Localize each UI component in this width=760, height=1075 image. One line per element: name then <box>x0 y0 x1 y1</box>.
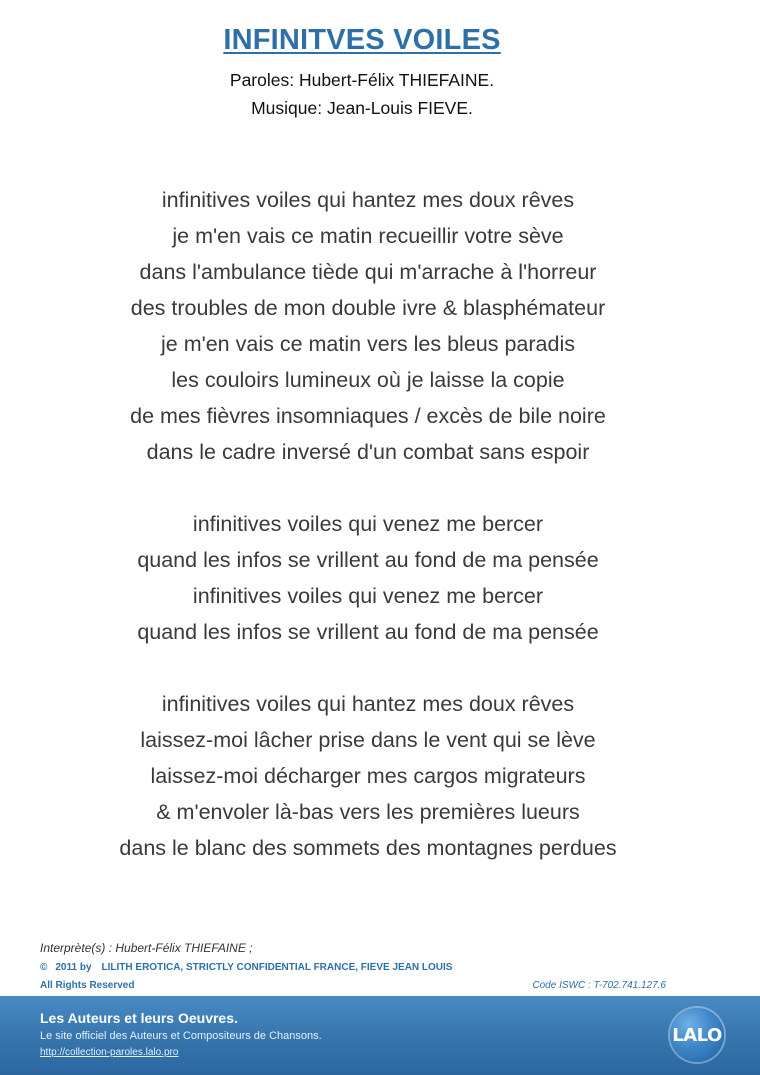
lyric-line: de mes fièvres insomniaques / excès de bile noire <box>130 404 606 428</box>
copyright-holders: LILITH EROTICA, STRICTLY CONFIDENTIAL FRANCE, FIEVE JEAN LOUIS <box>101 962 453 973</box>
lyric-line: laissez-moi décharger mes cargos migrateurs <box>150 764 586 788</box>
lyric-line: infinitives voiles qui venez me bercer <box>192 584 544 608</box>
song-title: INFINITVES VOILES <box>223 24 501 56</box>
lyrics-body <box>0 182 736 902</box>
footer-subtitle: Le site officiel des Auteurs et Compositeurs de Chansons. <box>40 1030 322 1042</box>
lyric-line: des troubles de mon double ivre & blasphémateur <box>130 296 606 320</box>
lyric-line: dans l'ambulance tiède qui m'arrache à l'horreur <box>139 260 597 284</box>
composer-credit: Musique: Jean-Louis FIEVE. <box>251 98 473 118</box>
lyric-line: je m'en vais ce matin recueillir votre sève <box>172 224 564 248</box>
lyric-line: infinitives voiles qui venez me bercer <box>192 512 544 536</box>
footer-title: Les Auteurs et leurs Oeuvres. <box>40 1010 238 1026</box>
lyric-line: laissez-moi lâcher prise dans le vent qui se lève <box>140 728 596 752</box>
logo-text: LALO <box>672 1024 722 1046</box>
iswc-code: Code ISWC : T-702.741.127.6 <box>532 980 666 991</box>
interpreters-credit: Interprète(s) : Hubert-Félix THIEFAINE ; <box>40 941 253 955</box>
lyric-line: dans le blanc des sommets des montagnes perdues <box>119 836 617 860</box>
lyric-line: dans le cadre inversé d'un combat sans espoir <box>146 440 590 464</box>
lyric-line: je m'en vais ce matin vers les bleus paradis <box>161 332 575 356</box>
lyric-line: infinitives voiles qui hantez mes doux rêves <box>161 188 575 212</box>
lyric-line: quand les infos se vrillent au fond de ma pensée <box>137 620 599 644</box>
stanza-2 <box>0 506 736 650</box>
site-footer <box>0 996 760 1075</box>
lyric-line: infinitives voiles qui hantez mes doux rêves <box>161 692 575 716</box>
rights-reserved: All Rights Reserved <box>40 980 135 991</box>
copyright-symbol: © <box>40 962 48 973</box>
stanza-3 <box>0 686 736 866</box>
stanza-1 <box>0 182 736 470</box>
lalo-logo[interactable] <box>670 1008 724 1062</box>
copyright-line <box>40 962 452 973</box>
lyric-line: quand les infos se vrillent au fond de ma pensée <box>137 548 599 572</box>
lyricist-credit: Paroles: Hubert-Félix THIEFAINE. <box>229 70 495 90</box>
copyright-year: 2011 by <box>55 962 92 973</box>
footer-site-link[interactable]: http://collection-paroles.lalo.pro <box>40 1047 179 1058</box>
lyric-line: & m'envoler là-bas vers les premières lueurs <box>156 800 580 824</box>
lyric-line: les couloirs lumineux où je laisse la copie <box>171 368 565 392</box>
